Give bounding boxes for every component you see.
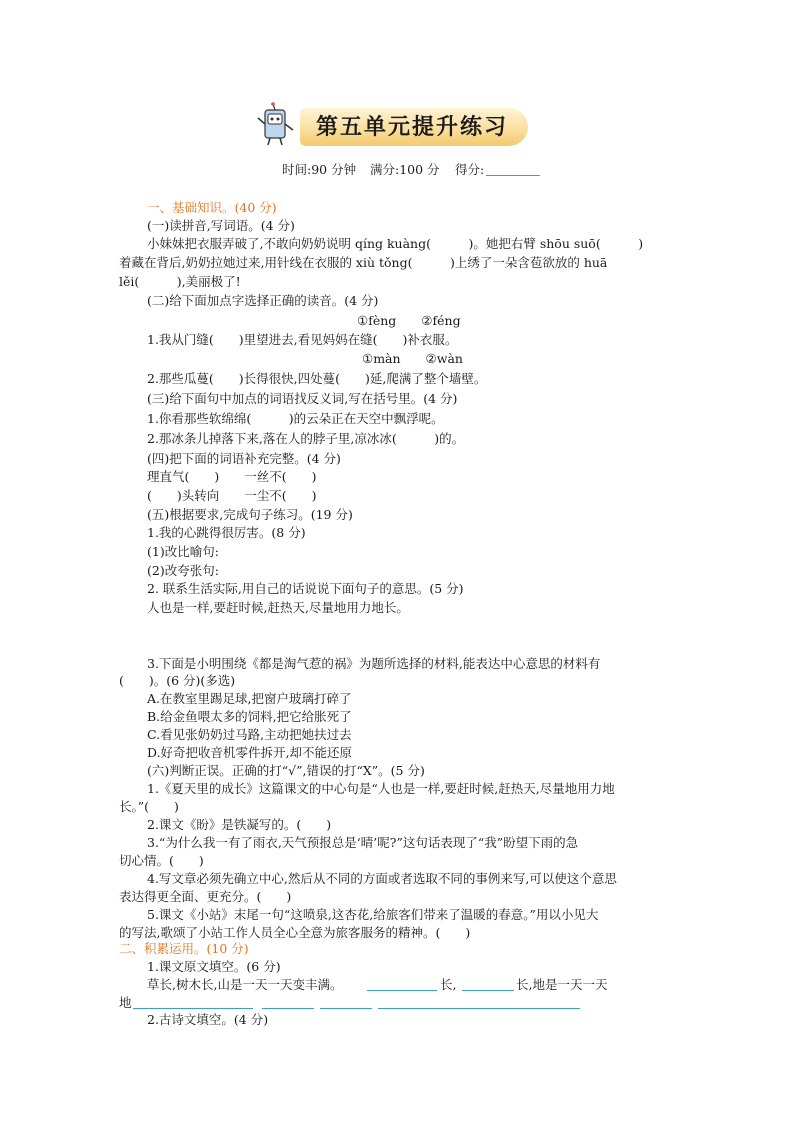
page-title: 第五单元提升练习: [316, 114, 509, 140]
q1-1-line3: lěi( ),美丽极了!: [119, 274, 241, 289]
q1-6-item-5b: 的写法,歌颂了小站工作人员全心全意为旅客服务的精神。( ): [119, 925, 471, 940]
fill-blank-6[interactable]: [378, 995, 580, 1009]
q1-4-row-1: 理直气( ) 一丝不( ): [147, 469, 317, 484]
q1-6-item-1a: 1.《夏天里的成长》这篇课文的中心句是“人也是一样,要赶时候,赶热天,尽量地用力地: [147, 781, 615, 796]
q1-6-item-3b: 切心情。( ): [119, 853, 204, 868]
q1-3-question-2: 2.那冰条儿掉落下来,落在人的脖子里,凉冰冰( )的。: [147, 431, 465, 446]
q1-5-question-1a: (1)改比喻句:: [147, 544, 219, 559]
q1-5-question-1b: (2)改夸张句:: [147, 563, 219, 578]
q1-1-line2: 着藏在背后,奶奶拉她过来,用针线在衣服的 xiù tǒng( )上绣了一朵含苞欲放的 huā: [119, 255, 608, 270]
robot-mascot-icon: [253, 102, 299, 148]
q1-5-question-1: 1.我的心跳得很厉害。(8 分): [147, 525, 306, 540]
q1-2-question-2: 2.那些瓜蔓( )长得很快,四处蔓( )延,爬满了整个墙壁。: [147, 371, 487, 386]
q1-3-title: (三)给下面句中加点的词语找反义词,写在括号里。(4 分): [147, 391, 458, 406]
q1-6-item-4b: 表达得更全面、更充分。( ): [119, 889, 292, 904]
q1-5-option-b: B.给金鱼喂太多的饲料,把它给胀死了: [147, 709, 352, 724]
q2-1-text-c: 长,地是一天一天: [516, 977, 608, 992]
q2-1-text-b: 长,: [440, 977, 457, 992]
q1-1-title: (一)读拼音,写词语。(4 分): [147, 218, 295, 233]
q2-2-title: 2.古诗文填空。(4 分): [147, 1012, 269, 1027]
section-2-heading: 二、积累运用。(10 分): [119, 941, 249, 956]
q2-1-text-a: 草长,树木长,山是一天一天变丰满。: [147, 977, 343, 992]
meta-time: 时间:90 分钟: [282, 162, 357, 177]
q1-2-options-2: ①màn ②wàn: [362, 351, 463, 366]
q1-4-title: (四)把下面的词语补充完整。(4 分): [147, 451, 341, 466]
q1-3-question-1: 1.你看那些软绵绵( )的云朵正在天空中飘浮呢。: [147, 411, 444, 426]
q1-5-option-c: C.看见张奶奶过马路,主动把她扶过去: [147, 727, 352, 742]
meta-score-label: 得分:: [455, 162, 485, 177]
q1-4-row-2: ( )头转向 一尘不( ): [147, 488, 317, 503]
fill-blank-1[interactable]: [367, 977, 437, 991]
q1-1-line1: 小妹妹把衣服弄破了,不敢向奶奶说明 qíng kuàng( )。她把右臂 shōu suō( ): [147, 236, 644, 251]
q1-6-title: (六)判断正误。正确的打“√”,错误的打“X”。(5 分): [147, 763, 425, 778]
q1-6-item-5a: 5.课文《小站》末尾一句“这喷泉,这杏花,给旅客们带来了温暖的春意。”用以小见大: [147, 907, 599, 922]
fill-blank-2[interactable]: [462, 977, 514, 991]
q1-2-title: (二)给下面加点字选择正确的读音。(4 分): [147, 293, 379, 308]
q1-5-question-2: 2. 联系生活实际,用自己的话说说下面句子的意思。(5 分): [147, 581, 464, 596]
q1-5-question-3b: ( )。(6 分)(多选): [119, 673, 236, 688]
q1-5-question-3a: 3.下面是小明围绕《都是淘气惹的祸》为题所选择的材料,能表达中心意思的材料有: [147, 656, 601, 671]
q1-2-options-1: ①fèng ②féng: [357, 313, 461, 328]
q1-6-item-2: 2.课文《盼》是铁凝写的。( ): [147, 817, 332, 832]
section-1-heading: 一、基础知识。(40 分): [147, 200, 277, 215]
q1-6-item-3a: 3.“为什么我一有了雨衣,天气预报总是‘晴’呢?”这句话表现了“我”盼望下雨的急: [147, 835, 579, 850]
fill-blank-5[interactable]: [320, 995, 372, 1009]
q1-6-item-4a: 4.写文章必须先确立中心,然后从不同的方面或者选取不同的事例来写,可以使这个意思: [147, 871, 617, 886]
meta-full-score: 满分:100 分: [370, 162, 440, 177]
fill-blank-4[interactable]: [262, 995, 314, 1009]
q2-1-text-d: 地: [119, 995, 132, 1010]
q1-5-option-a: A.在教室里踢足球,把窗户玻璃打碎了: [147, 691, 352, 706]
score-blank[interactable]: [486, 162, 540, 176]
q1-6-item-1b: 长。”( ): [119, 799, 179, 814]
q1-5-title: (五)根据要求,完成句子练习。(19 分): [147, 507, 353, 522]
q2-1-title: 1.课文原文填空。(6 分): [147, 959, 281, 974]
q1-5-option-d: D.好奇把收音机零件拆开,却不能还原: [147, 745, 353, 760]
q1-5-question-2-sentence: 人也是一样,要赶时候,赶热天,尽量地用力地长。: [147, 600, 409, 615]
q1-2-question-1: 1.我从门缝( )里望进去,看见妈妈在缝( )补衣服。: [147, 332, 458, 347]
fill-blank-3[interactable]: [133, 995, 253, 1009]
